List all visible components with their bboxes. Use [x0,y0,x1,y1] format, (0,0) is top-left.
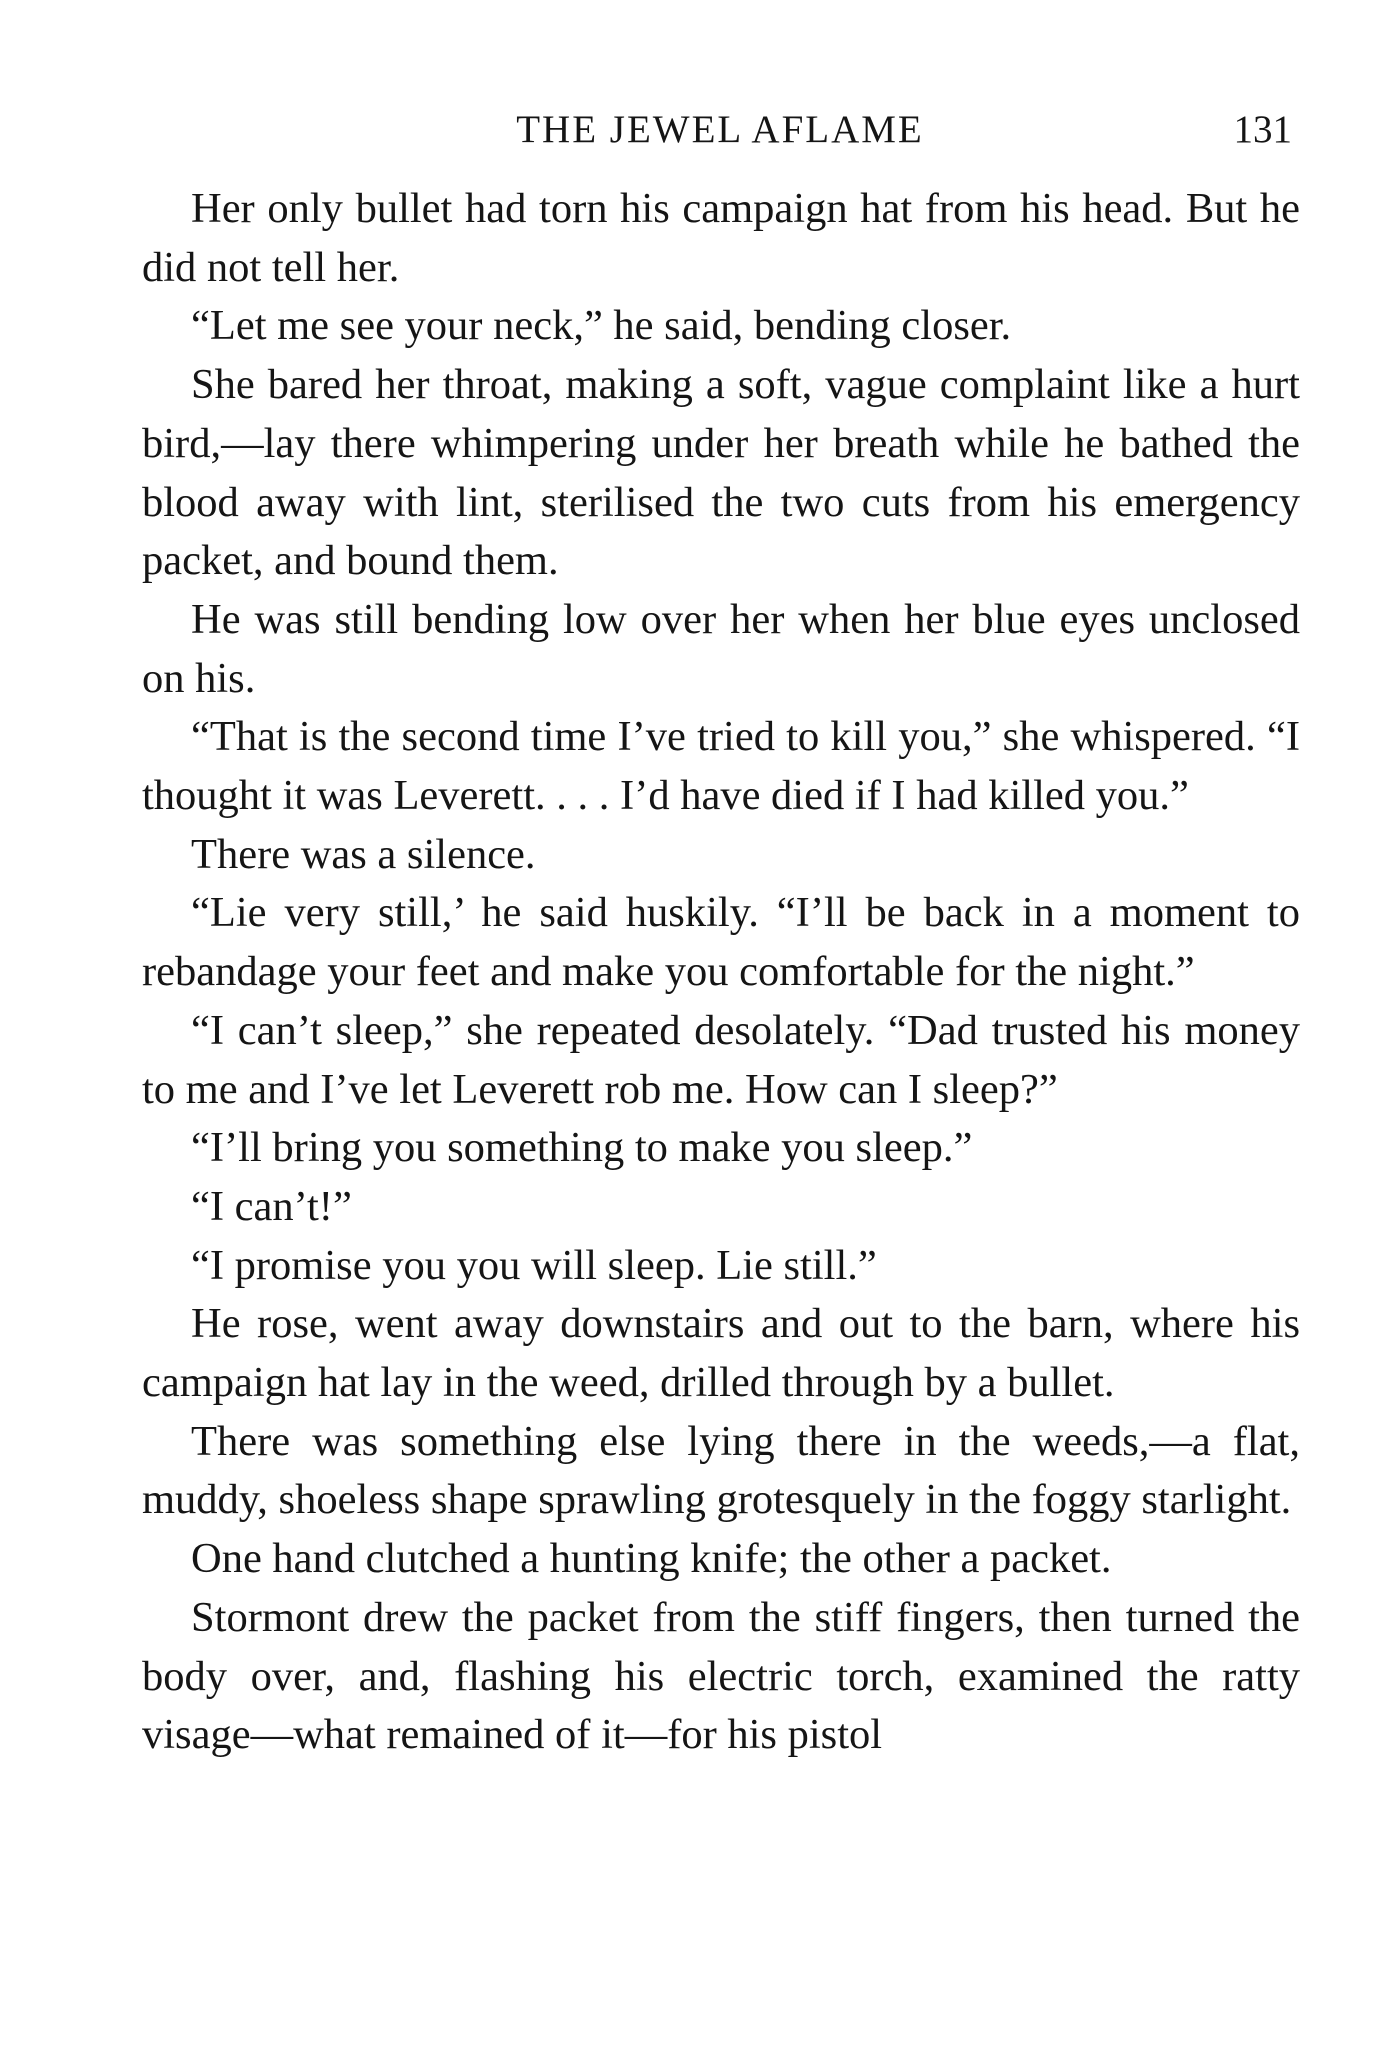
paragraph: “I can’t sleep,” she repeated desolately. “Dad trusted his money to me and I’ve let Leverett rob me. How can I sleep?” [142,1006,1300,1113]
running-title: THE JEWEL AFLAME [516,108,924,151]
paragraph: “I can’t!” [191,1182,352,1230]
page-number: 131 [1233,108,1292,151]
paragraph: “I promise you you will sleep. Lie still.” [191,1241,877,1289]
paragraph: He rose, went away downstairs and out to the barn, where his campaign hat lay in the weed, drilled through by a bullet. [142,1300,1300,1407]
paragraph: “Let me see your neck,” he said, bending closer. [191,302,1012,350]
paragraph: Stormont drew the packet from the stiff fingers, then turned the body over, and, flashing his electric torch, examined the ratty visage—what remained of it—for his pistol [142,1593,1300,1759]
paragraph: He was still bending low over her when her blue eyes unclosed on his. [142,595,1300,702]
running-head [140,98,1300,162]
body-text [142,180,1300,1765]
paragraph: Her only bullet had torn his campaign hat from his head. But he did not tell her. [142,185,1300,291]
paragraph: There was something else lying there in the weeds,—a flat, muddy, shoeless shape sprawling grotesquely in the foggy starlight. [142,1417,1300,1524]
paragraph: There was a silence. [191,830,536,878]
paragraph: “That is the second time I’ve tried to kill you,” she whispered. “I thought it was Leverett. . . . I’d have died if I had killed you.” [142,713,1300,820]
paragraph: “Lie very still,’ he said huskily. “I’ll be back in a moment to rebandage your feet and make you comfortable for the night.” [142,889,1300,996]
paragraph: “I’ll bring you something to make you sleep.” [191,1124,973,1172]
paragraph: She bared her throat, making a soft, vague complaint like a hurt bird,—lay there whimpering under her breath while he bathed the blood away with lint, sterilised the two cuts from his emergency packet, and bound them. [142,361,1300,585]
paragraph: One hand clutched a hunting knife; the other a packet. [191,1535,1112,1583]
